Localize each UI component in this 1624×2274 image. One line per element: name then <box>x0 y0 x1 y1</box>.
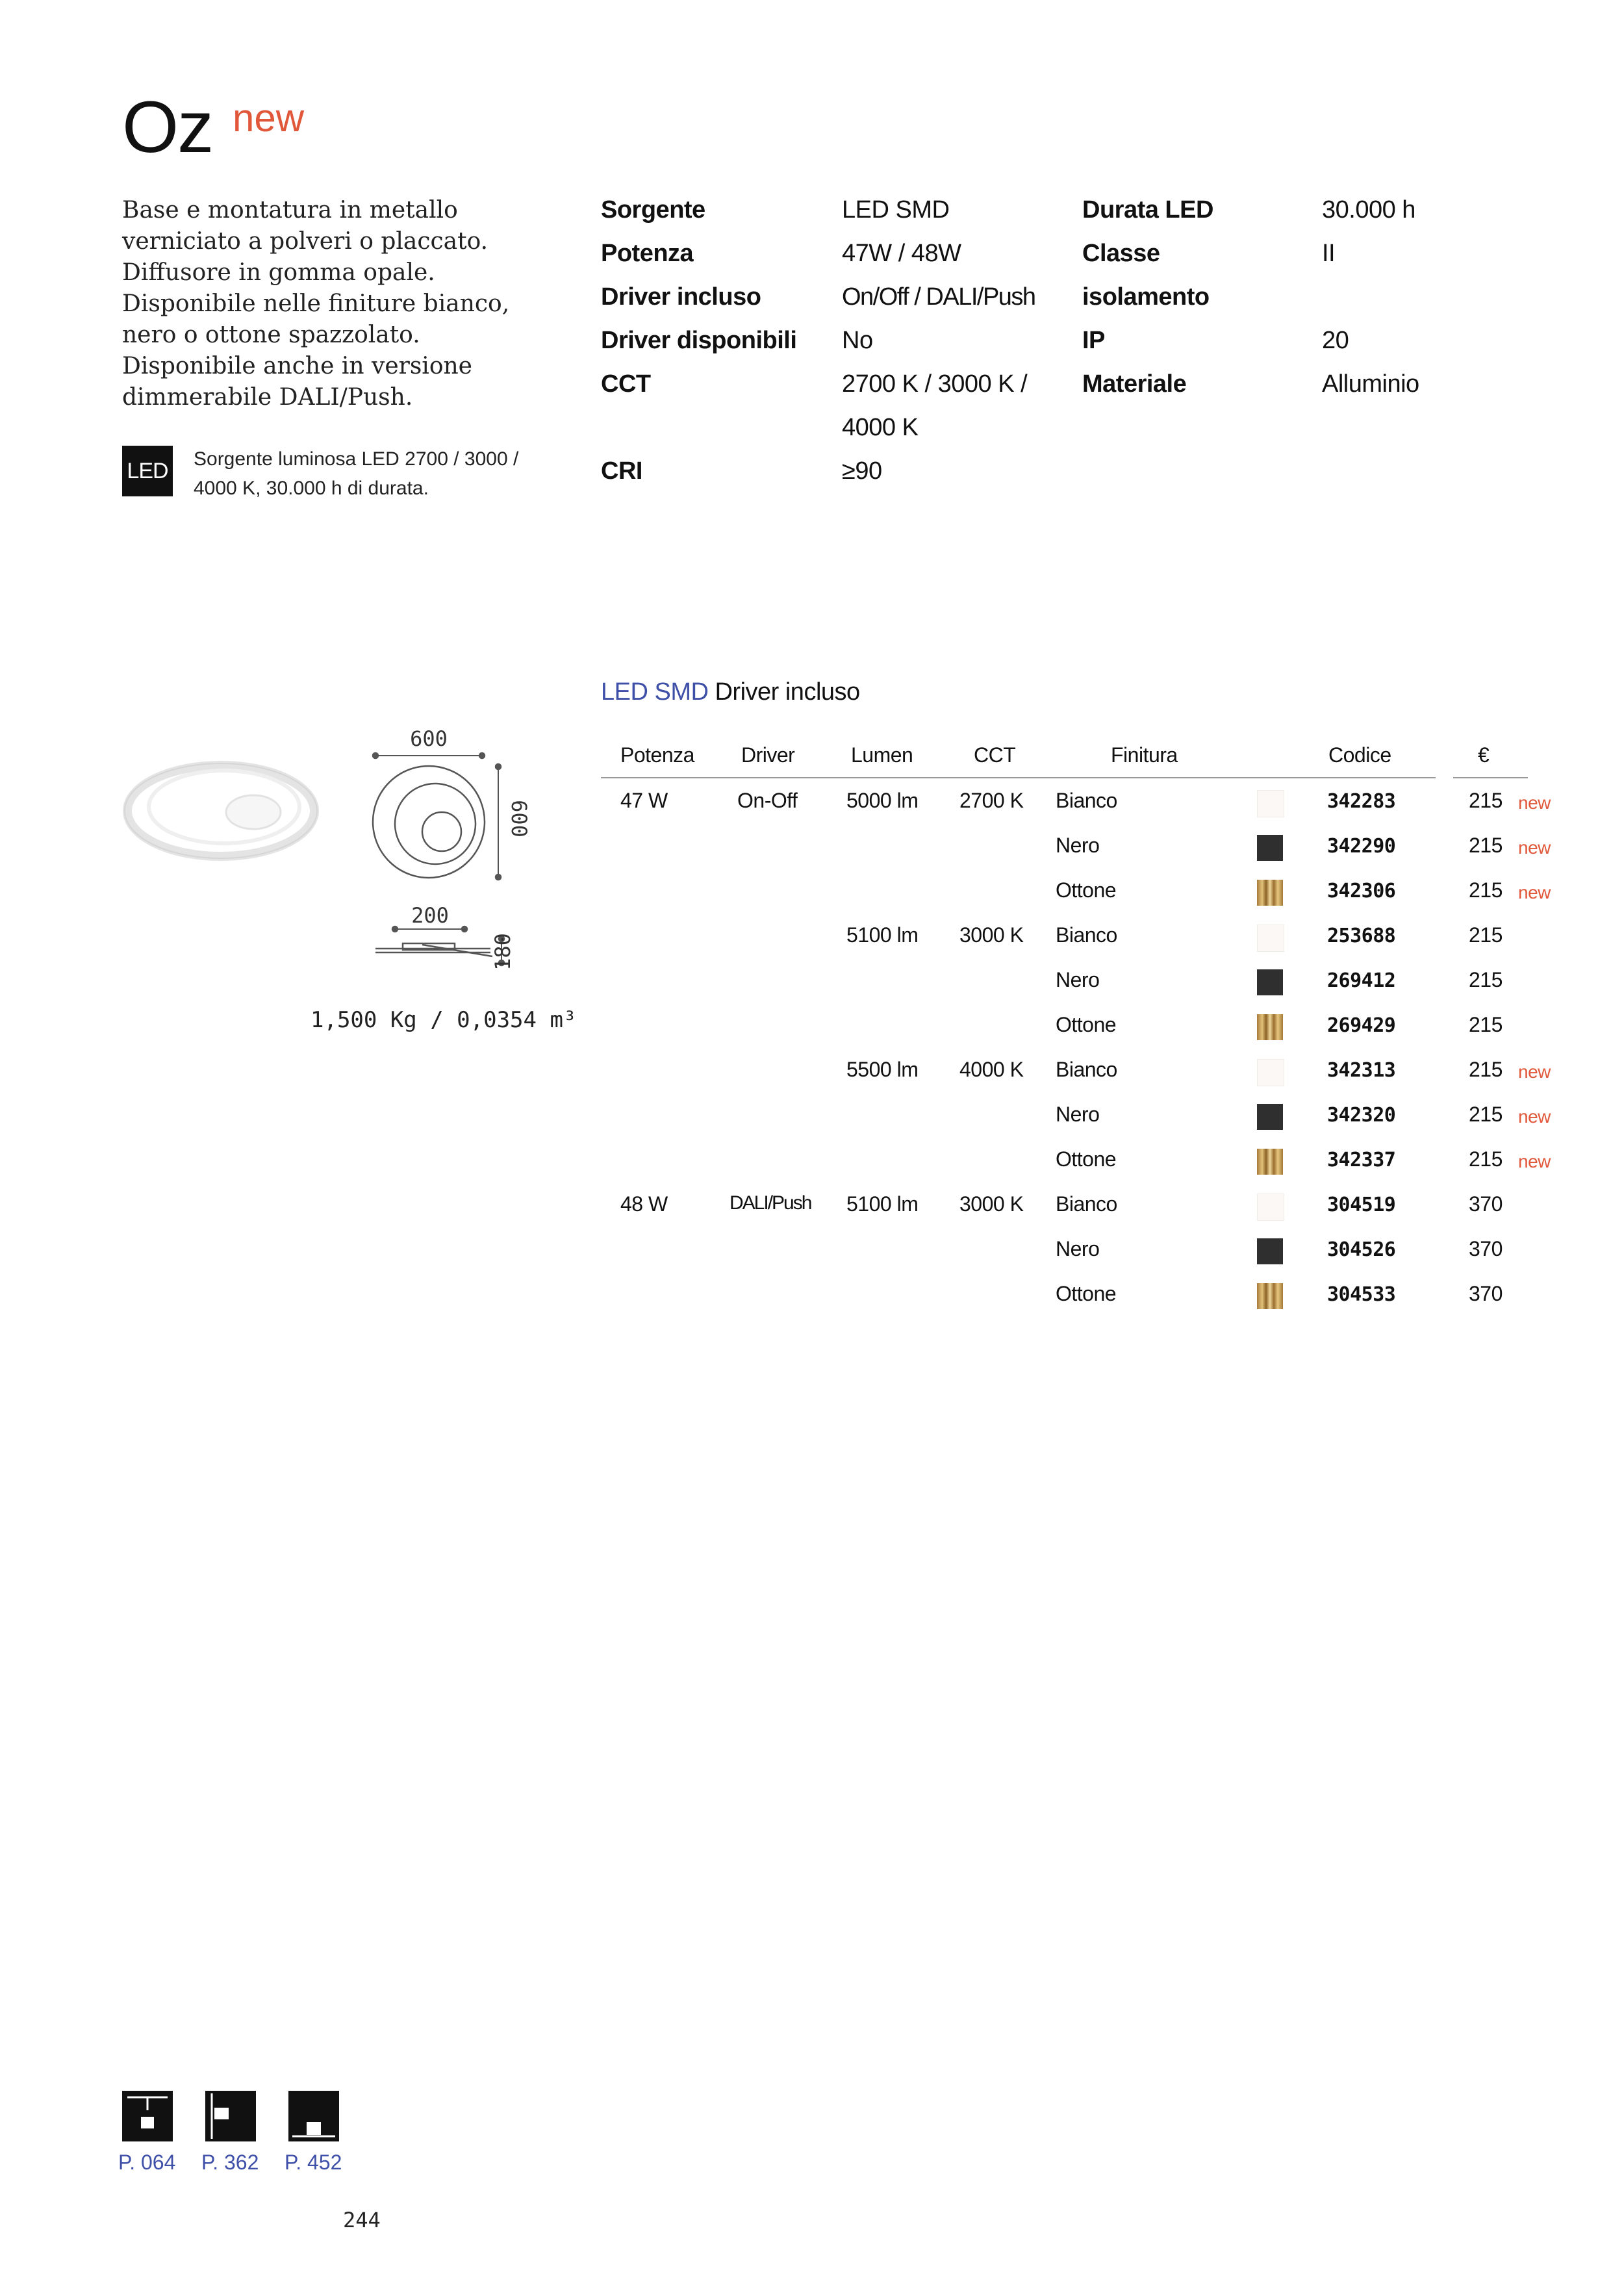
cell-codice: 304533 <box>1327 1283 1396 1306</box>
spec-value-materiale: Alluminio <box>1322 370 1419 398</box>
specs-keys-right <box>1082 188 1225 406</box>
product-title: Oz <box>122 86 213 168</box>
finish-swatch-bianco <box>1257 1194 1284 1221</box>
specs-values-left <box>842 188 1056 493</box>
page-ref-link[interactable]: P. 064 <box>118 2151 176 2174</box>
cell-codice: 342306 <box>1327 880 1396 902</box>
cell-prezzo: 215 <box>1469 1147 1503 1171</box>
spec-key-cri: CRI <box>601 457 642 485</box>
led-icon: LED <box>122 446 173 496</box>
new-badge: new <box>1518 1106 1551 1127</box>
cell-finitura: Bianco <box>1056 789 1117 812</box>
col-lumen: Lumen <box>851 743 913 767</box>
table-row <box>601 823 1575 868</box>
spec-value-durata-led: 30.000 h <box>1322 196 1415 224</box>
spec-value-ip: 20 <box>1322 327 1349 354</box>
cell-finitura: Nero <box>1056 1237 1100 1260</box>
finish-swatch-nero <box>1257 969 1283 995</box>
cell-codice: 342290 <box>1327 835 1396 858</box>
spec-value-driver-disponibili: No <box>842 327 873 354</box>
spec-key-sorgente: Sorgente <box>601 196 705 224</box>
cell-finitura: Ottone <box>1056 1282 1117 1305</box>
table-title <box>601 678 860 706</box>
finish-swatch-ottone <box>1257 1014 1283 1040</box>
new-badge: new <box>1518 1151 1551 1171</box>
finish-swatch-bianco <box>1257 790 1284 817</box>
spec-value-driver-incluso: On/Off / DALI/Push <box>842 283 1035 311</box>
cell-lumen: 5100 lm <box>846 1192 919 1216</box>
cell-prezzo: 215 <box>1469 789 1503 812</box>
table-row <box>601 958 1575 1003</box>
led-note: Sorgente luminosa LED 2700 / 3000 / 4000 K, 30.000 h di durata. <box>194 448 519 499</box>
side-view <box>375 926 504 965</box>
spec-value-classe-isolamento: II <box>1322 240 1336 267</box>
table-title-accent: LED SMD <box>601 678 709 706</box>
cell-prezzo: 215 <box>1469 923 1503 947</box>
weight-volume: 1,500 Kg / 0,0354 m³ <box>311 1007 577 1033</box>
cell-finitura: Ottone <box>1056 878 1117 902</box>
table-row <box>601 1047 1575 1092</box>
cell-potenza: 48 W <box>620 1192 668 1216</box>
table-body <box>601 778 1575 1316</box>
cell-prezzo: 370 <box>1469 1282 1503 1305</box>
spec-value-potenza: 47W / 48W <box>842 240 961 267</box>
cell-driver: DALI/Push <box>730 1192 811 1214</box>
new-badge: new <box>1518 793 1551 813</box>
product-image <box>125 763 317 858</box>
new-badge: new <box>1518 837 1551 858</box>
col-finitura: Finitura <box>1111 743 1178 767</box>
table-title-text: Driver incluso <box>715 678 860 706</box>
col-driver: Driver <box>741 743 795 767</box>
col-potenza: Potenza <box>620 743 694 767</box>
finish-swatch-bianco <box>1257 925 1284 952</box>
cell-finitura: Nero <box>1056 968 1100 991</box>
technical-drawing <box>117 715 611 1027</box>
spec-value-cct: 2700 K / 3000 K / 4000 K <box>842 370 1028 441</box>
finish-swatch-nero <box>1257 1104 1283 1130</box>
cell-prezzo: 215 <box>1469 1013 1503 1036</box>
cell-lumen: 5000 lm <box>846 789 919 812</box>
page-ref-link[interactable]: P. 452 <box>285 2151 342 2174</box>
table-row <box>601 868 1575 913</box>
finish-swatch-nero <box>1257 1238 1283 1264</box>
cell-codice: 269412 <box>1327 969 1396 992</box>
cell-codice: 304526 <box>1327 1238 1396 1261</box>
dim-side-height: 180 <box>490 933 515 971</box>
cell-cct: 4000 K <box>959 1058 1024 1081</box>
cell-finitura: Nero <box>1056 1103 1100 1126</box>
cell-codice: 304519 <box>1327 1194 1396 1216</box>
page-ref-link[interactable]: P. 362 <box>201 2151 259 2174</box>
cell-finitura: Nero <box>1056 834 1100 857</box>
product-description: Base e montatura in metallo verniciato a polveri o placcato. Diffusore in gomma opale. Disponibile nelle finiture bianco, nero o ottone spazzolato. Disponibile anche in versione dimmerabile DALI/Push. <box>122 197 510 411</box>
new-badge: new <box>1518 882 1551 902</box>
spec-key-ip: IP <box>1082 327 1105 354</box>
cell-prezzo: 215 <box>1469 878 1503 902</box>
cell-prezzo: 370 <box>1469 1192 1503 1216</box>
spec-key-driver-disponibili: Driver disponibili <box>601 327 797 354</box>
finish-swatch-ottone <box>1257 1283 1283 1309</box>
spec-key-classe-isolamento: Classe isolamento <box>1082 240 1210 311</box>
cell-codice: 342313 <box>1327 1059 1396 1082</box>
spec-key-driver-incluso: Driver incluso <box>601 283 761 311</box>
cell-cct: 3000 K <box>959 923 1024 947</box>
spec-key-durata-led: Durata LED <box>1082 196 1213 224</box>
cell-cct: 2700 K <box>959 789 1024 812</box>
new-badge: new <box>233 96 305 140</box>
cell-prezzo: 215 <box>1469 834 1503 857</box>
table-row <box>601 1271 1575 1316</box>
table-row <box>601 1137 1575 1182</box>
table-row <box>601 1092 1575 1137</box>
cell-codice: 269429 <box>1327 1014 1396 1037</box>
cell-potenza: 47 W <box>620 789 668 812</box>
spec-key-potenza: Potenza <box>601 240 694 267</box>
cell-prezzo: 370 <box>1469 1237 1503 1260</box>
finish-swatch-nero <box>1257 835 1283 861</box>
top-view <box>373 753 501 880</box>
finish-swatch-ottone <box>1257 880 1283 906</box>
table-row <box>601 1227 1575 1271</box>
cell-lumen: 5100 lm <box>846 923 919 947</box>
cell-finitura: Ottone <box>1056 1013 1117 1036</box>
finish-swatch-bianco <box>1257 1059 1284 1086</box>
specs-keys-left <box>601 188 796 493</box>
cell-prezzo: 215 <box>1469 968 1503 991</box>
cell-codice: 342337 <box>1327 1149 1396 1171</box>
cell-finitura: Ottone <box>1056 1147 1117 1171</box>
cell-driver: On-Off <box>737 789 798 812</box>
col-codice: Codice <box>1328 743 1391 767</box>
floor-lamp-icon[interactable] <box>288 2091 339 2141</box>
table-row <box>601 1182 1575 1227</box>
finish-swatch-ottone <box>1257 1149 1283 1175</box>
cell-finitura: Bianco <box>1056 1192 1117 1216</box>
cell-lumen: 5500 lm <box>846 1058 919 1081</box>
cell-codice: 342320 <box>1327 1104 1396 1127</box>
col-prezzo: € <box>1478 743 1490 767</box>
cell-codice: 342283 <box>1327 790 1396 813</box>
cell-finitura: Bianco <box>1056 1058 1117 1081</box>
dim-side-width: 200 <box>411 903 449 928</box>
col-cct: CCT <box>974 743 1016 767</box>
pendant-icon[interactable] <box>122 2091 173 2141</box>
table-header <box>601 735 1575 778</box>
cell-codice: 253688 <box>1327 925 1396 947</box>
wall-lamp-icon[interactable] <box>205 2091 256 2141</box>
table-row <box>601 1003 1575 1047</box>
cell-prezzo: 215 <box>1469 1058 1503 1081</box>
product-table <box>601 735 1575 1316</box>
cell-finitura: Bianco <box>1056 923 1117 947</box>
spec-value-sorgente: LED SMD <box>842 196 950 224</box>
specs-values-right <box>1322 188 1419 406</box>
dim-height: 600 <box>507 800 531 837</box>
spec-key-cct: CCT <box>601 370 651 398</box>
dim-width: 600 <box>410 726 448 751</box>
cell-prezzo: 215 <box>1469 1103 1503 1126</box>
table-row <box>601 913 1575 958</box>
cell-cct: 3000 K <box>959 1192 1024 1216</box>
spec-value-cri: ≥90 <box>842 457 882 485</box>
page-number: 244 <box>343 2208 381 2232</box>
new-badge: new <box>1518 1062 1551 1082</box>
table-row <box>601 778 1575 823</box>
spec-key-materiale: Materiale <box>1082 370 1187 398</box>
